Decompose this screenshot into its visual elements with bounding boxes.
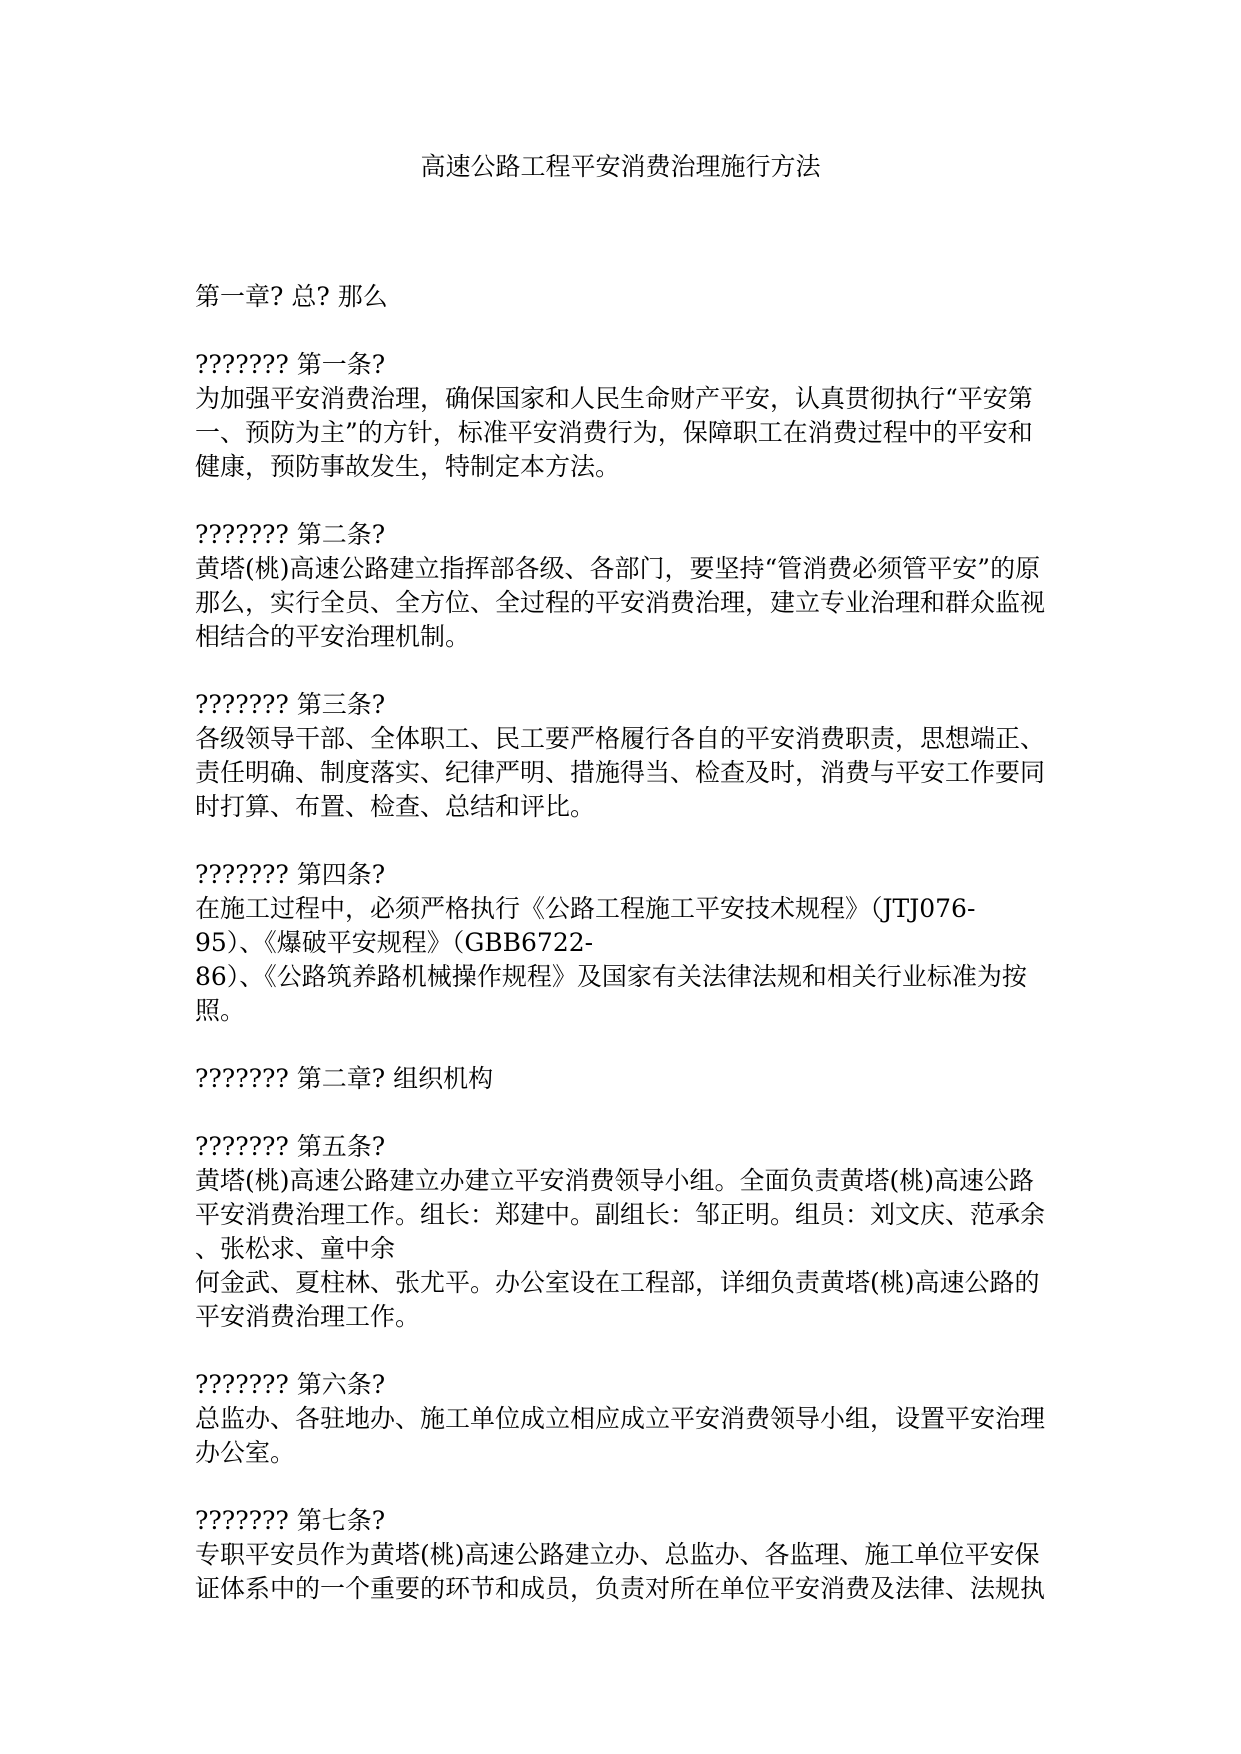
- article3-body: [195, 722, 1055, 824]
- spacer: [195, 314, 1055, 348]
- article7-body: [195, 1538, 1055, 1606]
- text-line: 健康，预防事故发生，特制定本方法。: [195, 452, 621, 481]
- article1-heading: ??????? 第一条?: [195, 350, 386, 379]
- text-line: 证体系中的一个重要的环节和成员，负责对所在单位平安消费及法律、法规执: [195, 1574, 1046, 1603]
- text-line: 时打算、布置、检查、总结和评比。: [195, 792, 596, 821]
- article7-heading: ??????? 第七条?: [195, 1506, 386, 1535]
- text-line: 何金武、夏柱林、张尤平。办公室设在工程部，详细负责黄塔(桃)高速公路的: [195, 1268, 1040, 1297]
- article6-body: [195, 1402, 1055, 1470]
- document-title: 高速公路工程平安消费治理施行方法: [420, 152, 821, 181]
- article4-body: [195, 892, 1055, 1028]
- text-line: 为加强平安消费治理，确保国家和人民生命财产平安，认真贯彻执行“平安第: [195, 384, 1033, 413]
- article6-heading: ??????? 第六条?: [195, 1370, 386, 1399]
- spacer: [195, 824, 1055, 858]
- text-line: 那么，实行全员、全方位、全过程的平安消费治理，建立专业治理和群众监视: [195, 588, 1046, 617]
- spacer: [195, 484, 1055, 518]
- text-line: 平安消费治理工作。组长：郑建中。副组长：邹正明。组员：刘文庆、范承余: [195, 1200, 1046, 1229]
- text-line: 86）、《公路筑养路机械操作规程》及国家有关法律法规和相关行业标准为按: [195, 962, 1027, 991]
- spacer: [195, 1096, 1055, 1130]
- text-line: 平安消费治理工作。: [195, 1302, 421, 1331]
- article5-body: [195, 1164, 1055, 1334]
- article5-heading: ??????? 第五条?: [195, 1132, 386, 1161]
- text-line: 责任明确、制度落实、纪律严明、措施得当、检查及时，消费与平安工作要同: [195, 758, 1046, 787]
- text-line: 各级领导干部、全体职工、民工要严格履行各自的平安消费职责，思想端正、: [195, 724, 1046, 753]
- article3-heading: ??????? 第三条?: [195, 690, 386, 719]
- chapter2-heading: ??????? 第二章? 组织机构: [195, 1064, 494, 1093]
- spacer: [195, 1028, 1055, 1062]
- text-line: 、张松求、童中余: [195, 1234, 396, 1263]
- spacer: [195, 1334, 1055, 1368]
- text-line: 办公室。: [195, 1438, 296, 1467]
- article2-heading: ??????? 第二条?: [195, 520, 386, 549]
- text-line: 总监办、各驻地办、施工单位成立相应成立平安消费领导小组，设置平安治理: [195, 1404, 1046, 1433]
- document-body: [195, 280, 1055, 1606]
- text-line: 黄塔(桃)高速公路建立指挥部各级、各部门，要坚持“管消费必须管平安”的原: [195, 554, 1041, 583]
- spacer: [195, 1470, 1055, 1504]
- text-line: 专职平安员作为黄塔(桃)高速公路建立办、总监办、各监理、施工单位平安保: [195, 1540, 1040, 1569]
- text-line: 95）、《爆破平安规程》（GBB6722-: [195, 928, 594, 957]
- article2-body: [195, 552, 1055, 654]
- text-line: 相结合的平安治理机制。: [195, 622, 471, 651]
- text-line: 黄塔(桃)高速公路建立办建立平安消费领导小组。全面负责黄塔(桃)高速公路: [195, 1166, 1035, 1195]
- text-line: 一、预防为主”的方针，标准平安消费行为，保障职工在消费过程中的平安和: [195, 418, 1033, 447]
- chapter1-heading: 第一章? 总? 那么: [195, 282, 388, 311]
- article1-body: [195, 382, 1055, 484]
- text-line: 在施工过程中，必须严格执行《公路工程施工平安技术规程》（JTJ076-: [195, 894, 976, 923]
- spacer: [195, 654, 1055, 688]
- article4-heading: ??????? 第四条?: [195, 860, 386, 889]
- text-line: 照。: [195, 996, 246, 1025]
